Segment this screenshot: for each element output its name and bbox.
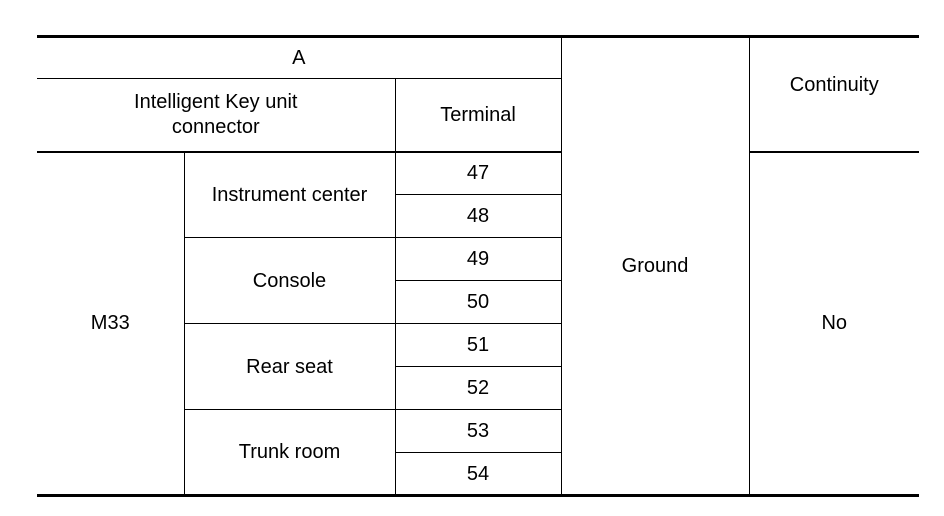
header-connector	[37, 79, 395, 152]
group-name-cell: Console	[184, 238, 395, 324]
group-name-cell: Rear seat	[184, 324, 395, 410]
table-row	[37, 152, 919, 195]
header-terminal: Terminal	[395, 79, 561, 152]
header-group-a: A	[37, 37, 561, 79]
header-row-a	[37, 37, 919, 79]
connector-cell: M33	[37, 152, 184, 496]
terminal-cell: 48	[395, 195, 561, 238]
header-connector-line1: Intelligent Key unit	[134, 90, 298, 113]
header-continuity: Continuity	[749, 37, 919, 152]
continuity-spec-table	[37, 35, 919, 497]
terminal-cell: 49	[395, 238, 561, 281]
terminal-cell: 50	[395, 281, 561, 324]
group-name-cell: Trunk room	[184, 410, 395, 496]
header-connector-text	[134, 90, 297, 140]
terminal-cell: 53	[395, 410, 561, 453]
terminal-cell: 51	[395, 324, 561, 367]
terminal-cell: 52	[395, 367, 561, 410]
terminal-cell: 47	[395, 152, 561, 195]
ground-cell: Ground	[561, 37, 749, 496]
terminal-cell: 54	[395, 453, 561, 496]
group-name-cell: Instrument center	[184, 152, 395, 238]
continuity-value-cell: No	[749, 152, 919, 496]
header-connector-line2: connector	[171, 115, 260, 138]
